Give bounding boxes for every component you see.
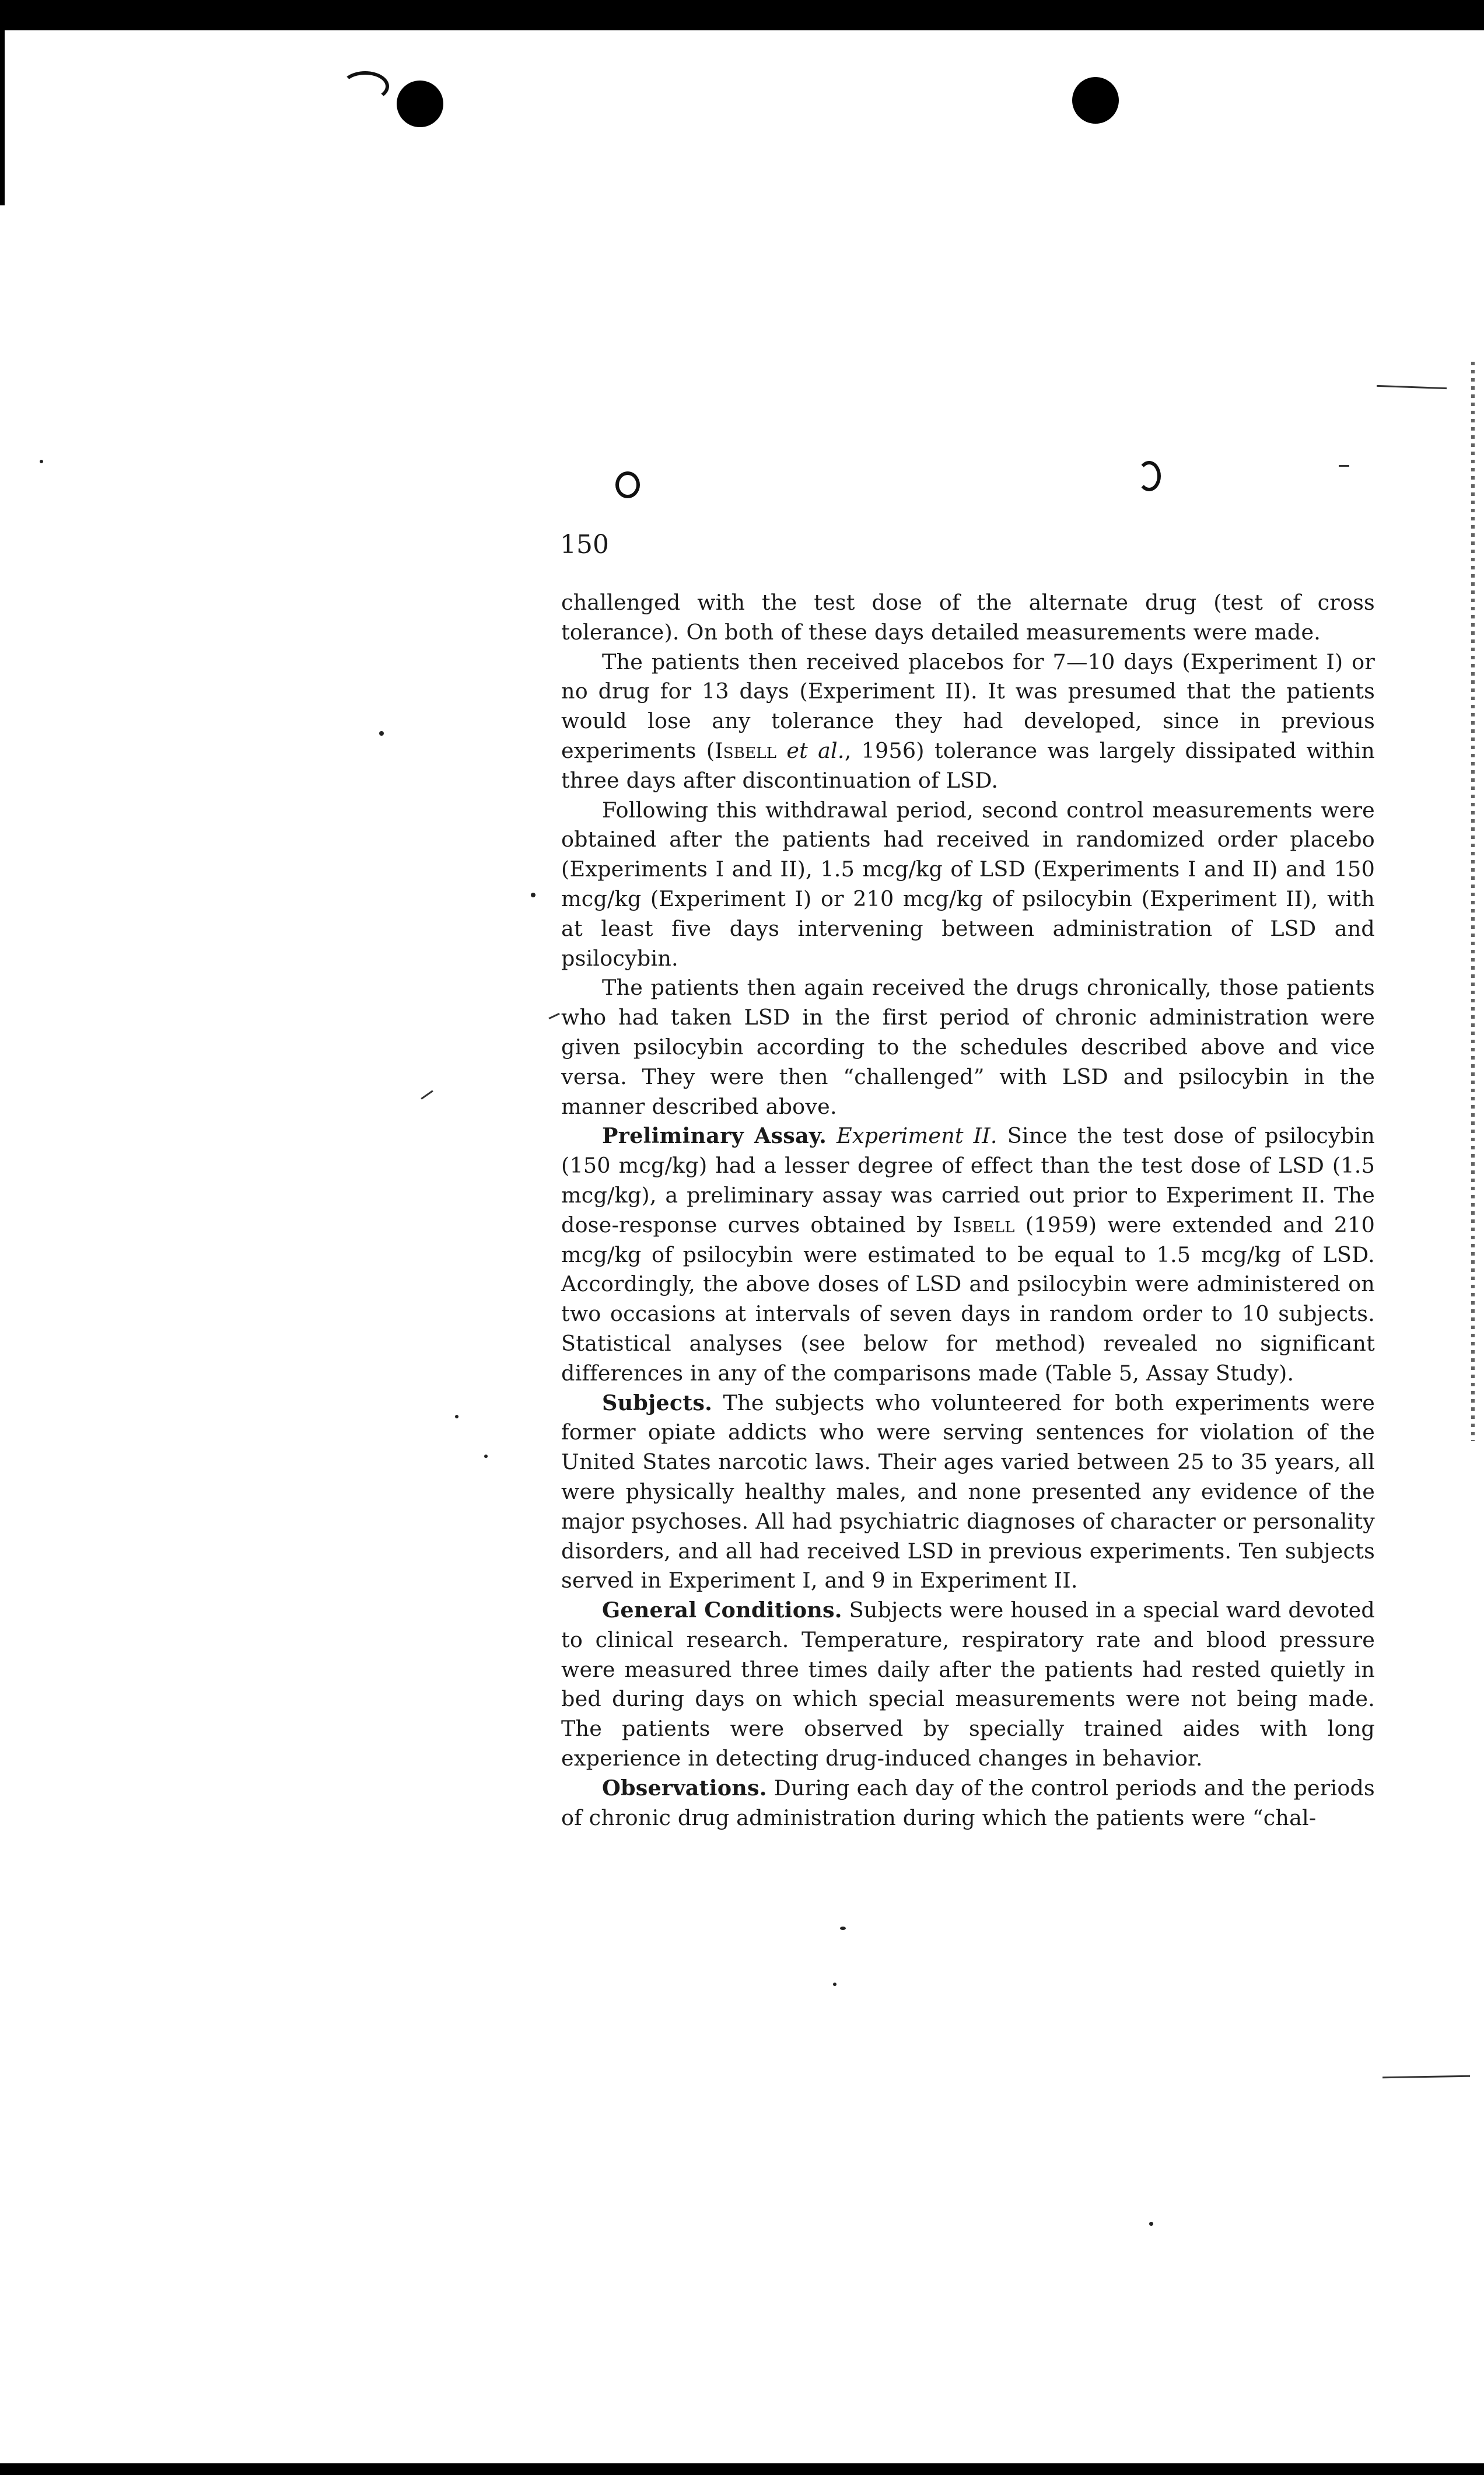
author-citation: Isbell [715, 737, 777, 763]
scan-mark [1382, 2075, 1470, 2079]
scan-speck [379, 731, 384, 736]
scan-right-edge [1471, 362, 1475, 1441]
scan-speck [40, 460, 43, 463]
section-heading: Subjects. [602, 1390, 712, 1415]
paragraph-continuation: challenged with the test dose of the alternate drug (test of cross tolerance). On both of these days detailed measurements were made. [561, 590, 1375, 645]
page-number: 150 [560, 530, 609, 560]
punch-hole-shadow-left [615, 471, 640, 498]
paragraph-preliminary-assay: Preliminary Assay. Experiment II. Since the test dose of psilocybin (150 mcg/kg) had a lesser degree of effect than the test dose of LSD (1.5 mcg/kg), a preliminary assay was carried out prior to Experiment II. The dose-response curves obtained by Isbell (1959) were extended and 210 mcg/kg of psilocybin were estimated to be equal to 1.5 mcg/kg of LSD. Accordingly, the above doses of LSD and psilocybin were administered on two occasions at intervals of seven days in random order to 10 subjects. Statistical analyses (see below for method) revealed no significant differences in any of the comparisons made (Table 5, Assay Study). [561, 1123, 1375, 1386]
section-subheading: Experiment II. [836, 1123, 998, 1149]
scan-speck [455, 1415, 459, 1418]
scan-mark [1377, 385, 1447, 389]
body-text [561, 588, 1375, 1833]
paragraph-general-conditions: General Conditions. Subjects were housed in a special ward devoted to clinical research. Temperature, respiratory rate and blood pressure were measured three times daily after the patients had rested quietly in bed during days on which special measurements were not being made. The patients were observed by specially trained aides with long experience in detecting drug-induced changes in behavior. [561, 1597, 1376, 1771]
punch-hole-left [397, 81, 443, 127]
punch-hole-right [1072, 77, 1119, 124]
scan-speck [484, 1455, 488, 1458]
scan-speck [1149, 2222, 1153, 2226]
section-heading: Preliminary Assay. [602, 1123, 827, 1149]
scan-speck [531, 893, 536, 897]
punch-hole-shadow-right [1138, 461, 1161, 491]
scan-speck [840, 1927, 846, 1930]
section-heading: General Conditions. [602, 1597, 842, 1623]
paragraph-observations: Observations. During each day of the control periods and the periods of chronic drug administration during which the patients were “chal- [561, 1775, 1375, 1830]
scan-mark [548, 1013, 559, 1019]
scan-top-border [0, 0, 1484, 30]
paragraph-placebo-period: The patients then received placebos for 7—10 days (Experiment I) or no drug for 13 days (Experiment II). It was presumed that the patients would lose any tolerance they had developed, since in previous experiments (Isbell et al., 1956) tolerance was largely dissipated within three days after discontinuation of LSD. [561, 649, 1375, 793]
paragraph-chronic: The patients then again received the drugs chronically, those patients who had taken LSD in the first period of chronic administration were given psilocybin according to the schedules described above and vice versa. They were then “challenged” with LSD and psilocybin in the manner described above. [561, 975, 1375, 1119]
paragraph-withdrawal: Following this withdrawal period, second control measurements were obtained after the patients had received in randomized order placebo (Experiments I and II), 1.5 mcg/kg of LSD (Experiments I and II) and 150 mcg/kg (Experiment I) or 210 mcg/kg of psilocybin (Experiment II), with at least five days intervening between administration of LSD and psilocybin. [561, 797, 1375, 971]
punch-hole-ghost-left [341, 71, 389, 102]
author-citation: Isbell [953, 1212, 1015, 1238]
section-heading: Observations. [602, 1775, 767, 1801]
paragraph-subjects: Subjects. The subjects who volunteered for both experiments were former opiate addicts who were serving sentences for violation of the United States narcotic laws. Their ages varied between 25 to 35 years, all were physically healthy males, and none presented any evidence of the major psychoses. All had psychiatric diagnoses of character or personality disorders, and all had received LSD in previous experiments. Ten subjects served in Experiment I, and 9 in Experiment II. [561, 1390, 1375, 1593]
scan-left-edge [0, 30, 5, 205]
scan-bottom-border [0, 2463, 1484, 2475]
scan-speck [833, 1983, 836, 1986]
scan-mark [1339, 465, 1349, 467]
scan-mark [421, 1090, 433, 1099]
